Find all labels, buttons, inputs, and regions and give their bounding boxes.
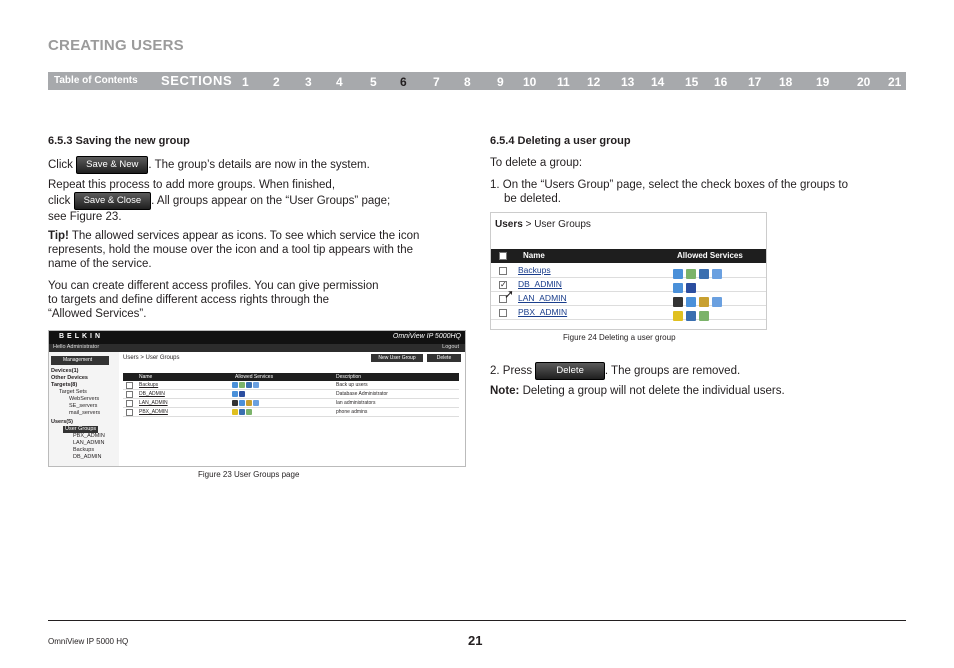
page-number: 21 [468,633,483,648]
text: see Figure 23. [48,211,122,223]
table-row [123,399,459,408]
tree-item: Target Sets [59,389,87,395]
service-icons [232,381,260,389]
row-checkbox [126,400,133,407]
text: . All groups appear on the “User Groups” page; [151,195,391,208]
service-icon [232,409,238,415]
text: . The groups are removed. [604,365,741,378]
step-2 [490,362,740,380]
breadcrumb-users: Users [495,219,523,230]
group-name: LAN_ADMIN [139,400,168,406]
section-link-17[interactable]: 17 [748,75,762,89]
group-name: Backups [139,382,159,388]
service-icons [673,307,712,325]
section-link-15[interactable]: 15 [685,75,699,89]
paragraph-note [490,384,785,398]
tree-item: Users(5) [51,419,74,425]
service-icon [232,382,238,388]
service-icon [232,391,238,397]
figure-24-delete-group-screenshot [490,212,767,330]
app-subheader-bar [49,344,465,352]
section-link-10[interactable]: 10 [523,75,537,89]
save-and-new-button: Save & New [76,156,148,174]
tip-text: The allowed services appear as icons. To see which service the icon represents, hold the mouse over the icon and a tool tip appears with the name of the service. [48,230,420,270]
row-checkbox [499,267,507,275]
management-tab: Management [51,356,109,365]
tree-item-selected: User Groups [65,426,97,432]
tree-item: Backups [73,447,95,453]
delete-button: Delete [427,354,461,362]
section-link-4[interactable]: 4 [336,75,343,89]
paragraph-repeat [48,178,448,224]
section-link-7[interactable]: 7 [433,75,440,89]
service-icons [232,399,260,407]
group-description: lan administrators [336,400,376,406]
group-description: Back up users [336,382,368,388]
section-link-16[interactable]: 16 [714,75,728,89]
heading-deleting-group: 6.5.4 Deleting a user group [490,135,631,147]
section-link-3[interactable]: 3 [305,75,312,89]
table-row [123,408,459,417]
group-description: phone admins [336,409,368,415]
toc-link[interactable]: Table of Contents [54,75,138,86]
text: Click [48,159,73,172]
footer-product-name: OmniView IP 5000 HQ [48,637,129,646]
delete-button: Delete [535,362,604,380]
service-icon [253,400,259,406]
column-header-services: Allowed Services [677,251,743,260]
text: click [48,195,71,208]
text: to targets and define different access rights through the [48,294,330,306]
group-name-link: PBX_ADMIN [518,307,568,317]
section-link-2[interactable]: 2 [273,75,280,89]
text: Repeat this process to add more groups. When finished, [48,179,336,191]
sections-label: SECTIONS [161,73,233,88]
column-header-description: Description [336,374,362,380]
section-link-21[interactable]: 21 [888,75,902,89]
service-icon [239,382,245,388]
text: “Allowed Services”. [48,308,147,320]
tree-item: mail_servers [69,410,101,416]
service-icon [232,400,238,406]
paragraph-to-delete: To delete a group: [490,157,583,169]
group-name: PBX_ADMIN [139,409,168,415]
service-icon [246,400,252,406]
text: You can create different access profiles. You can give permission [48,280,379,292]
select-all-checkbox [499,252,507,260]
service-icon [239,400,245,406]
text: 2. Press [490,365,533,378]
table-row [123,381,459,390]
row-checkbox [126,391,133,398]
service-icons [232,408,253,416]
save-and-close-button: Save & Close [74,192,152,210]
table-header [123,373,459,381]
hello-text: Hello Administrator [53,344,100,350]
section-navbar [48,72,906,90]
breadcrumb [495,219,591,230]
tree-item: LAN_ADMIN [73,440,105,446]
text: . The group’s details are now in the system. [148,159,370,172]
section-link-5[interactable]: 5 [370,75,377,89]
service-icon [686,311,696,321]
heading-saving-group: 6.5.3 Saving the new group [48,135,190,147]
service-icon [239,391,245,397]
group-name-link: LAN_ADMIN [518,293,567,303]
section-link-19[interactable]: 19 [816,75,830,89]
figure-23-caption: Figure 23 User Groups page [198,470,300,479]
service-icon [246,382,252,388]
section-link-9[interactable]: 9 [497,75,504,89]
section-link-8[interactable]: 8 [464,75,471,89]
tree-item: Devices(1) [51,368,79,374]
service-icon [253,382,259,388]
column-header-name: Name [523,251,545,260]
figure-23-user-groups-screenshot [48,330,466,467]
section-link-20[interactable]: 20 [857,75,871,89]
group-description: Database Administrator [336,391,388,397]
section-link-13[interactable]: 13 [621,75,635,89]
row-checkbox-checked: ✓ [500,280,507,289]
section-link-18[interactable]: 18 [779,75,793,89]
row-checkbox [126,382,133,389]
breadcrumb-rest: > User Groups [522,219,591,230]
tree-item: Targets(8) [51,382,78,388]
column-header-services: Allowed Services [235,374,274,380]
tree-item: SE_servers [69,403,98,409]
logout-link: Logout [442,344,459,350]
tree-item: WebServers [69,396,100,402]
service-icons [232,390,246,398]
section-link-14[interactable]: 14 [651,75,665,89]
section-link-1[interactable]: 1 [242,75,249,89]
section-link-6-active[interactable]: 6 [400,75,407,89]
page-title: CREATING USERS [48,37,184,54]
paragraph-tip [48,229,443,271]
tree-item: DB_ADMIN [73,454,102,460]
note-label: Note: [490,385,520,397]
belkin-logo: BELKIN [59,333,104,340]
column-header-name: Name [139,374,153,380]
group-name-link: Backups [518,265,551,275]
section-link-12[interactable]: 12 [587,75,601,89]
service-icon [246,409,252,415]
service-icon [673,311,683,321]
section-link-11[interactable]: 11 [557,75,570,89]
tip-label: Tip! [48,230,69,242]
breadcrumb: Users > User Groups [123,355,180,361]
footer-divider [48,620,906,621]
figure-24-caption: Figure 24 Deleting a user group [563,333,676,342]
paragraph-access-profiles [48,279,443,321]
row-checkbox [126,409,133,416]
product-name: OmniView IP 5000HQ [392,333,461,340]
service-icon [699,311,709,321]
paragraph-click-save-new [48,156,370,174]
group-name-link: DB_ADMIN [518,279,562,289]
row-checkbox [499,309,507,317]
tree-item: PBX_ADMIN [73,433,105,439]
service-icon [239,409,245,415]
text: be deleted. [504,193,561,205]
new-user-group-button: New User Group [371,354,423,362]
note-text: Deleting a group will not delete the individual users. [519,385,785,397]
group-name: DB_ADMIN [139,391,165,397]
table-row [123,390,459,399]
mouse-cursor-icon: ➚ [504,287,515,301]
tree-item: Other Devices [51,375,88,381]
step-1 [490,178,900,206]
text: 1. On the “Users Group” page, select the check boxes of the groups to [490,179,848,191]
